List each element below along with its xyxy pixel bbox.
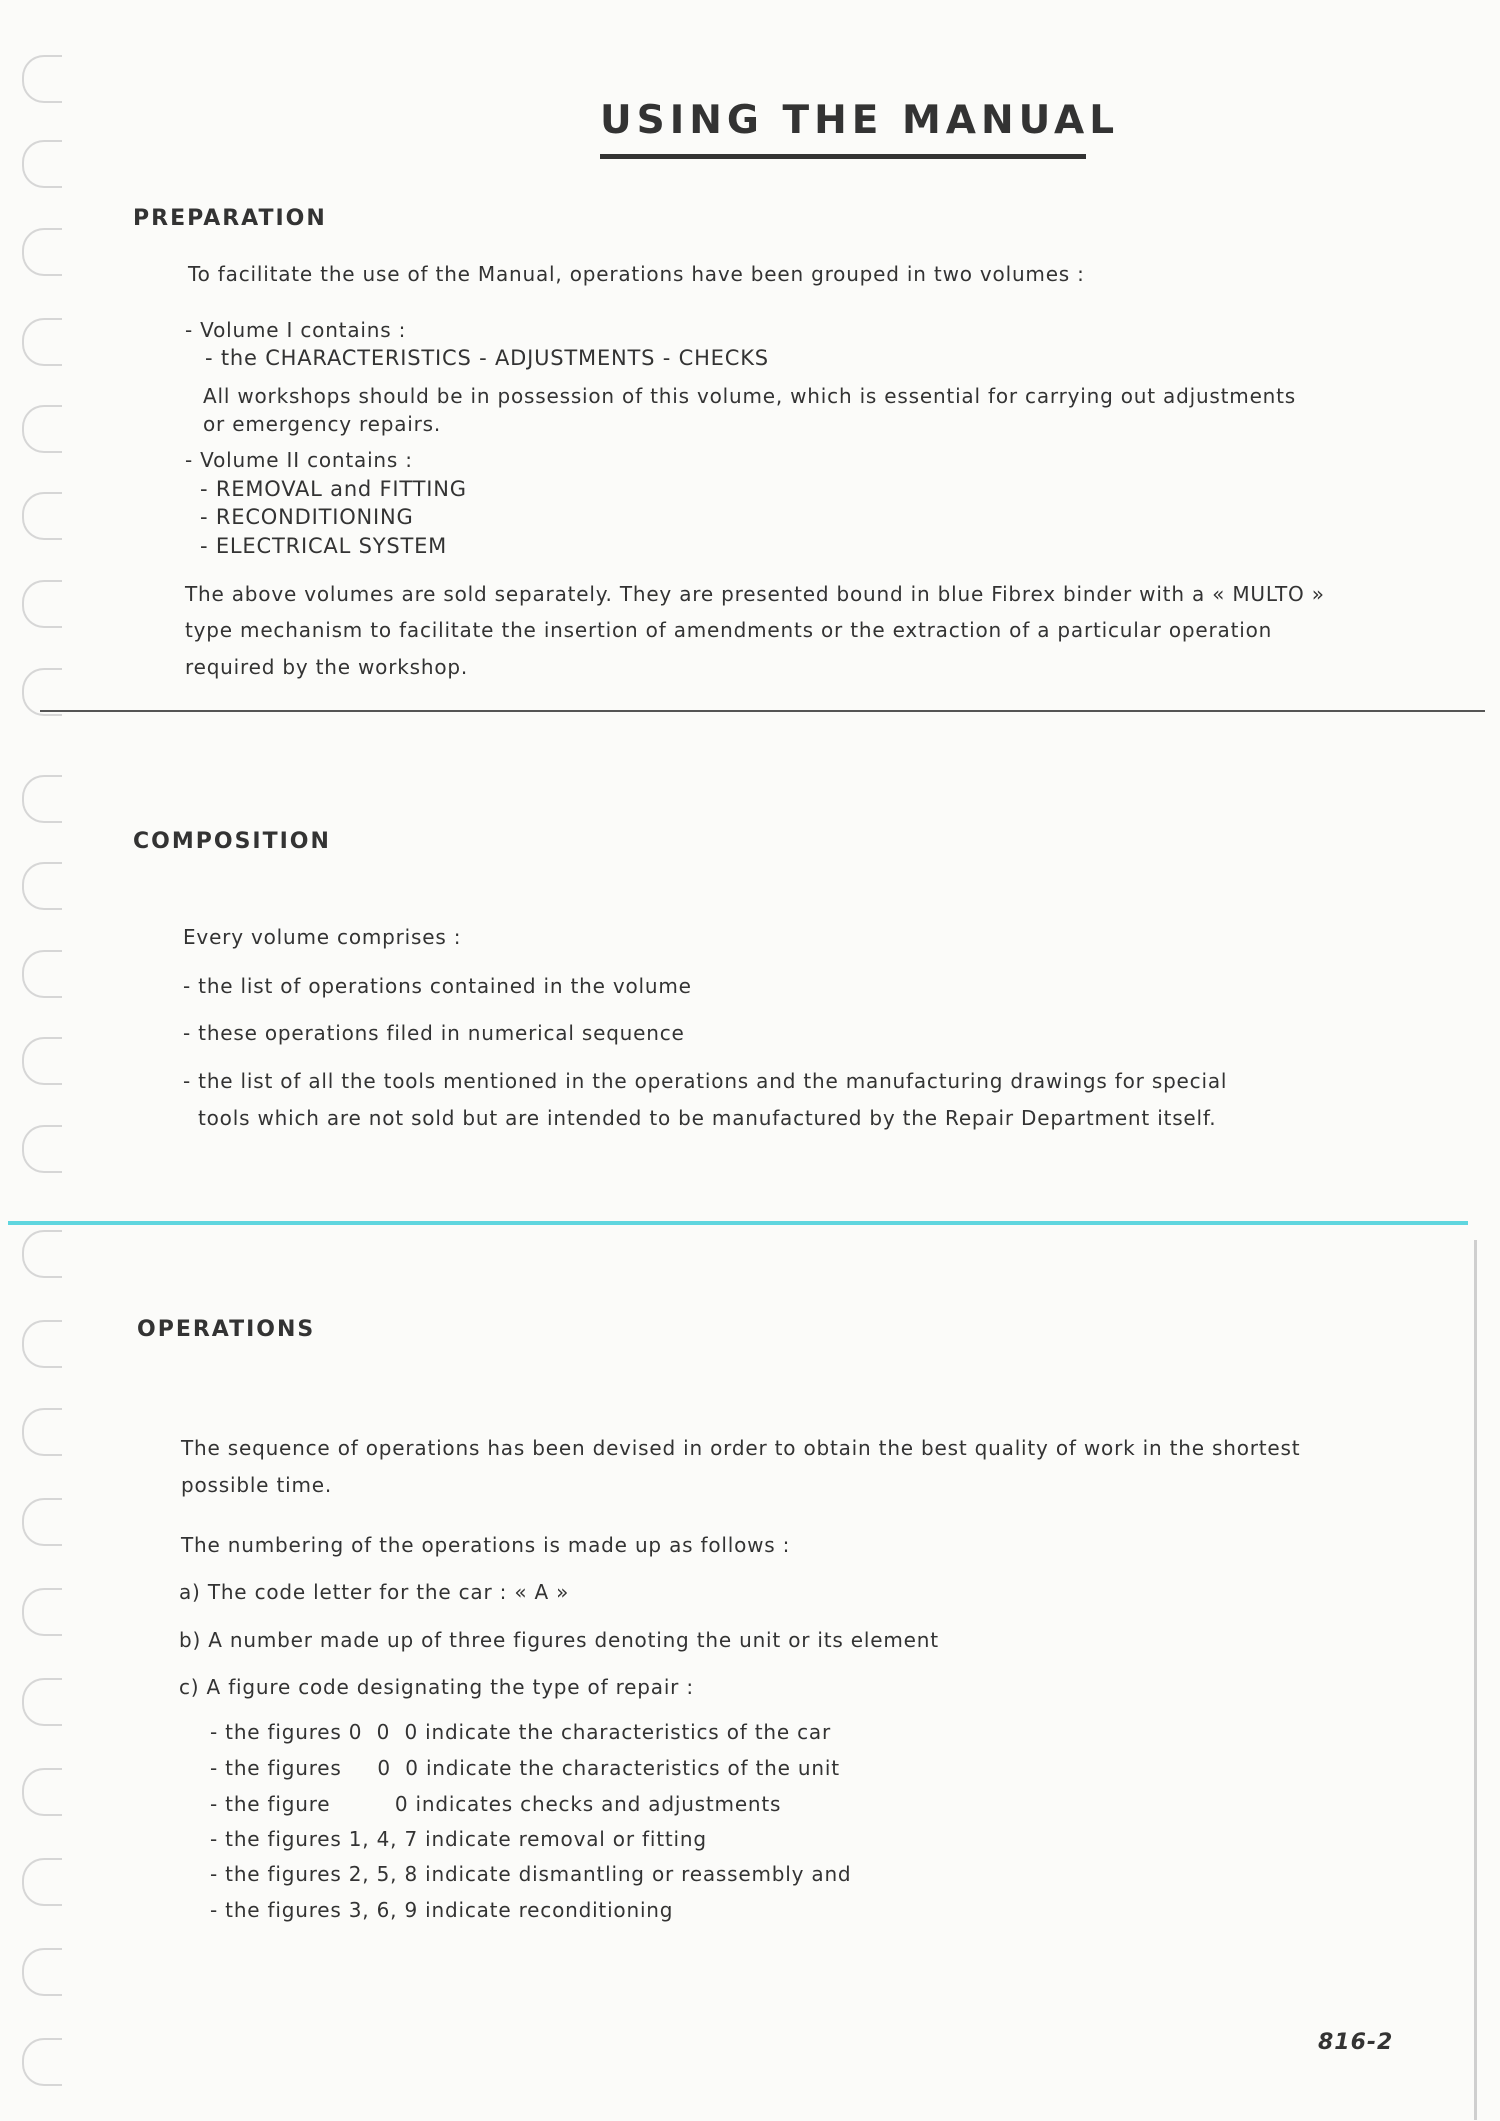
composition-item: - these operations filed in numerical sequence xyxy=(183,1021,685,1045)
operations-code-letter: a) The code letter for the car : « A » xyxy=(179,1580,570,1604)
volume-2-label: - Volume II contains : xyxy=(185,448,413,472)
volume-2-item: - REMOVAL and FITTING xyxy=(200,477,467,501)
volume-1-item: - the CHARACTERISTICS - ADJUSTMENTS - CHECKS xyxy=(205,346,769,370)
composition-item: - the list of operations contained in the volume xyxy=(183,974,692,998)
figure-code-item: - the figures 1, 4, 7 indicate removal or fitting xyxy=(210,1827,707,1851)
operations-unit-number: b) A number made up of three figures denoting the unit or its element xyxy=(179,1628,939,1652)
volumes-sold-line-3: required by the workshop. xyxy=(185,655,469,679)
operations-sequence-line-1: The sequence of operations has been devised in order to obtain the best quality of work in the shortest xyxy=(181,1436,1301,1460)
preparation-heading: PREPARATION xyxy=(133,206,327,231)
figure-code-item: - the figures 3, 6, 9 indicate reconditioning xyxy=(210,1898,674,1922)
page-title: USING THE MANUAL xyxy=(600,98,1120,143)
volume-1-note-line-2: or emergency repairs. xyxy=(203,412,442,436)
volumes-sold-line-1: The above volumes are sold separately. They are presented bound in blue Fibrex binder with a « MULTO » xyxy=(185,582,1325,606)
title-underline xyxy=(600,154,1086,159)
page-edge-line xyxy=(1474,1240,1477,2120)
preparation-intro: To facilitate the use of the Manual, operations have been grouped in two volumes : xyxy=(188,262,1085,286)
figure-code-item: - the figures 0 0 indicate the characteristics of the unit xyxy=(210,1756,840,1780)
composition-intro: Every volume comprises : xyxy=(183,925,462,949)
composition-heading: COMPOSITION xyxy=(133,829,331,854)
composition-item: - the list of all the tools mentioned in the operations and the manufacturing drawings for special xyxy=(183,1069,1228,1093)
section-divider xyxy=(40,710,1485,712)
volumes-sold-line-2: type mechanism to facilitate the insertion of amendments or the extraction of a particular operation xyxy=(185,618,1273,642)
figure-code-item: - the figures 0 0 0 indicate the characteristics of the car xyxy=(210,1720,831,1744)
volume-2-item: - RECONDITIONING xyxy=(200,505,414,529)
figure-code-item: - the figure 0 indicates checks and adjustments xyxy=(210,1792,782,1816)
volume-1-note-line-1: All workshops should be in possession of this volume, which is essential for carrying out adjustments xyxy=(203,384,1297,408)
operations-heading: OPERATIONS xyxy=(137,1317,316,1342)
volume-2-item: - ELECTRICAL SYSTEM xyxy=(200,534,448,558)
page-number: 816-2 xyxy=(1318,2030,1394,2055)
volume-1-label: - Volume I contains : xyxy=(185,318,407,342)
operations-repair-code: c) A figure code designating the type of repair : xyxy=(179,1675,694,1699)
figure-code-item: - the figures 2, 5, 8 indicate dismantling or reassembly and xyxy=(210,1862,852,1886)
operations-sequence-line-2: possible time. xyxy=(181,1473,332,1497)
operations-numbering: The numbering of the operations is made up as follows : xyxy=(181,1533,791,1557)
composition-item-continued: tools which are not sold but are intended to be manufactured by the Repair Department itself. xyxy=(198,1106,1217,1130)
section-divider xyxy=(8,1221,1468,1225)
